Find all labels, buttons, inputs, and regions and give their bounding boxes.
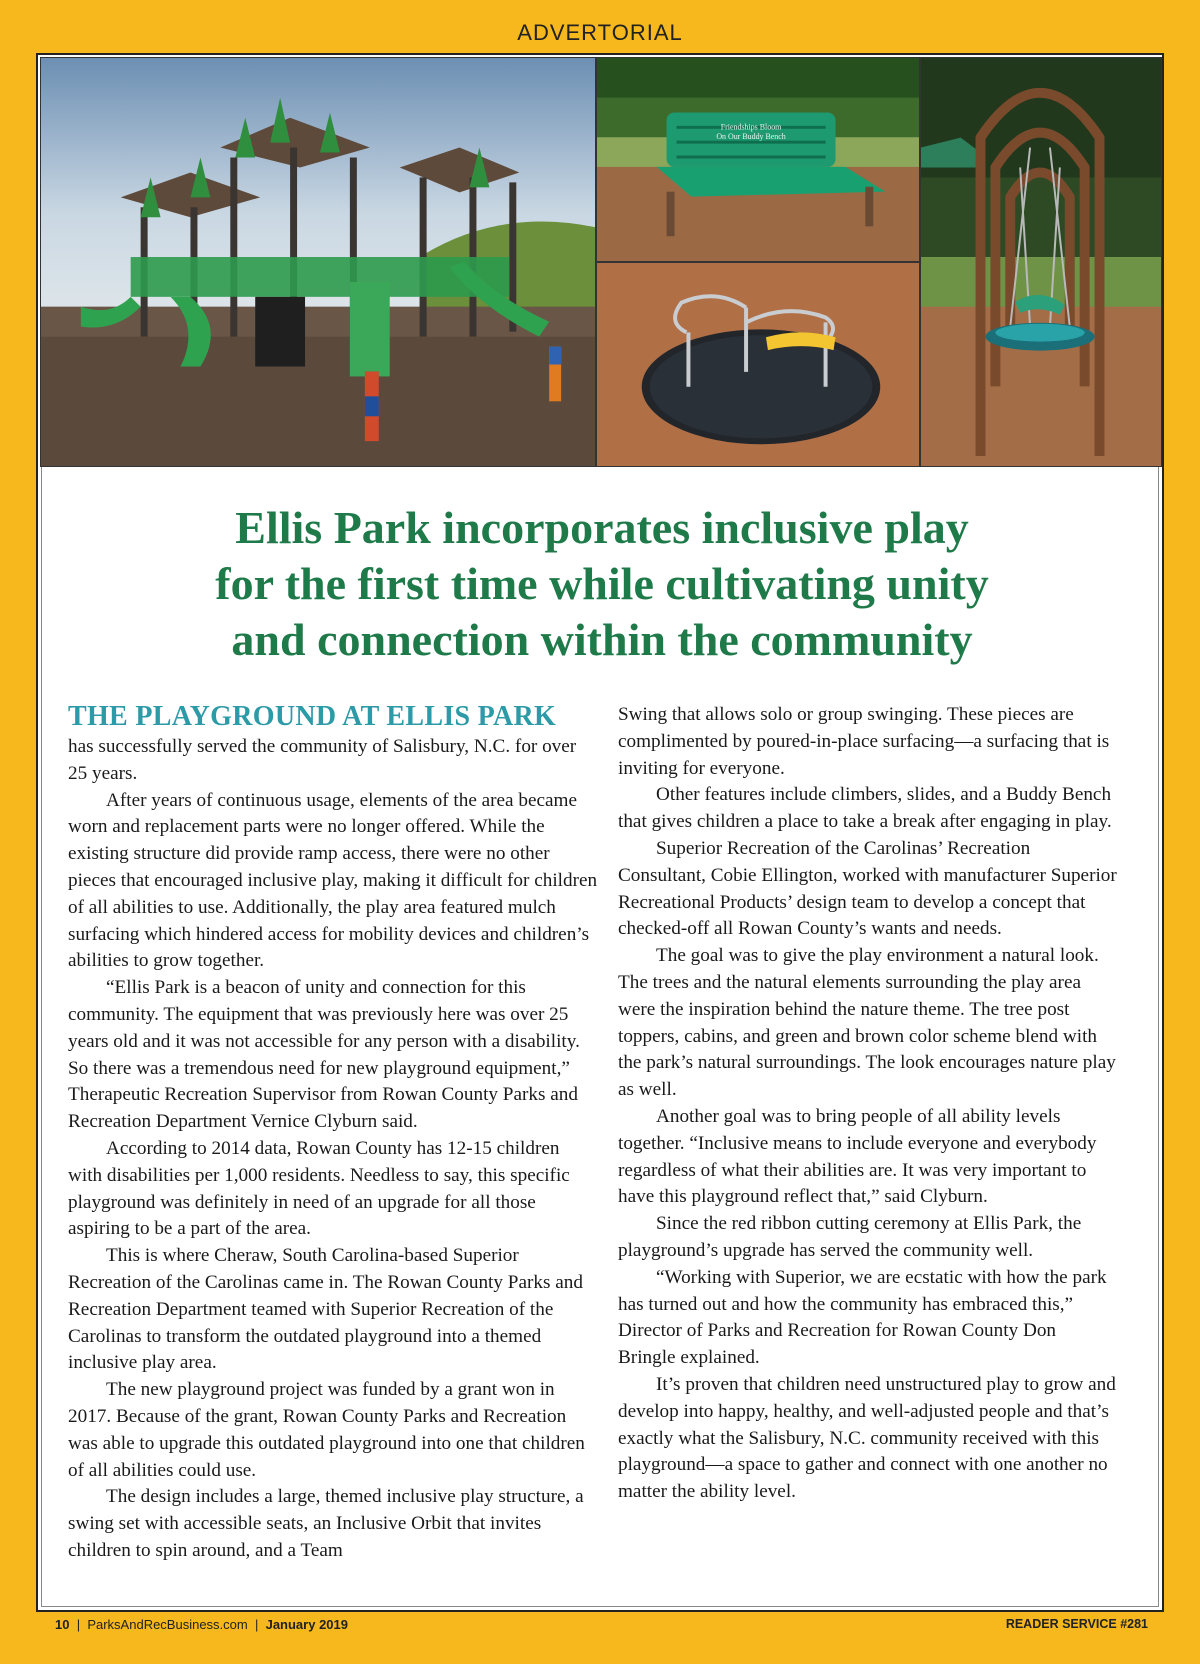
paragraph: Other features include climbers, slides, and a Buddy Bench that gives children a place to take a break after engaging in play. xyxy=(618,784,1112,833)
footer-separator: | xyxy=(254,1617,259,1632)
headline-line-3: and connection within the community xyxy=(231,614,973,665)
paragraph: Swing that allows solo or group swinging. These pieces are complimented by poured-in-place surfacing—a surfacing that is inviting for everyone. xyxy=(618,704,1110,779)
paragraph: Superior Recreation of the Carolinas’ Recreation Consultant, Cobie Ellington, worked with manufacturer Superior Recreational Products’ design team to develop a concept that checked-off all Rowan County’s wants and needs. xyxy=(618,837,1117,940)
paragraph: Another goal was to bring people of all ability levels together. “Inclusive means to include everyone and everybody regardless of what their abilities are. It was very important to have this playground reflect that,” said Clyburn. xyxy=(618,1105,1097,1208)
playground-photo xyxy=(40,57,596,467)
article-column-left xyxy=(68,700,598,1565)
article-column-right xyxy=(618,702,1118,1506)
paragraph: “Ellis Park is a beacon of unity and connection for this community. The equipment that was previously here was over 25 years old and it was not accessible for any person with a disability. So there was a tremendous need for new playground equipment,” Therapeutic Recreation Supervisor from Rowan County Parks and Recreation Department Vernice Clyburn said. xyxy=(68,977,580,1133)
footer-separator: | xyxy=(76,1617,81,1632)
bench-plaque-line1: Friendships Bloom xyxy=(720,122,782,132)
paragraph: “Working with Superior, we are ecstatic with how the park has turned out and how the community has embraced this,” Director of Parks and Recreation for Rowan County Don Bringle explained. xyxy=(618,1266,1107,1369)
page-footer xyxy=(55,1617,348,1632)
publication-website: ParksAndRecBusiness.com xyxy=(87,1617,248,1632)
issue-date: January 2019 xyxy=(265,1617,348,1632)
paragraph: The goal was to give the play environment a natural look. The trees and the natural elements surrounding the play area were the inspiration behind the nature theme. The tree post toppers, cabins, and green and brown color scheme blend with the park’s natural surroundings. The look encourages nature play as well. xyxy=(618,945,1116,1101)
reader-service-number: READER SERVICE #281 xyxy=(1005,1617,1148,1631)
paragraph: This is where Cheraw, South Carolina-based Superior Recreation of the Carolinas came in. The Rowan County Parks and Recreation Department teamed with Superior Recreation of the Carolinas to transform the outdated playground into a themed inclusive play area. xyxy=(68,1245,583,1374)
page-number: 10 xyxy=(55,1617,70,1632)
paragraph: According to 2014 data, Rowan County has 12-15 children with disabilities per 1,000 residents. Needless to say, this specific playground was definitely in need of an upgrade for all those aspiring to be a part of the area. xyxy=(68,1137,570,1240)
bench-plaque-line2: On Our Buddy Bench xyxy=(716,132,786,142)
buddy-bench-photo xyxy=(596,57,920,262)
photo-grid xyxy=(40,57,1162,467)
inclusive-orbit-photo xyxy=(596,262,920,467)
headline-line-1: Ellis Park incorporates inclusive play xyxy=(235,502,969,553)
headline-line-2: for the first time while cultivating unity xyxy=(215,558,989,609)
article-panel xyxy=(36,53,1164,1612)
paragraph: It’s proven that children need unstructured play to grow and develop into happy, healthy, and well-adjusted people and that’s exactly what the Salisbury, N.C. community received with this playground—a space to gather and connect with one another no matter the ability level. xyxy=(618,1373,1116,1503)
paragraph: The design includes a large, themed inclusive play structure, a swing set with accessible seats, an Inclusive Orbit that invites children to spin around, and a Team xyxy=(68,1486,584,1561)
paragraph: The new playground project was funded by a grant won in 2017. Because of the grant, Rowan County Parks and Recreation was able to upgrade this outdated playground into one that children of all abilities could use. xyxy=(68,1379,585,1481)
paragraph: has successfully served the community of Salisbury, N.C. for over 25 years. xyxy=(68,736,577,784)
paragraph: After years of continuous usage, elements of the area became worn and replacement parts were no longer offered. While the existing structure did provide ramp access, there were no other pieces that encouraged inclusive play, making it difficult for children of all abilities to use. Additionally, the play area featured mulch surfacing which hindered access for mobility devices and children’s abilities to grow together. xyxy=(68,789,598,972)
team-swing-photo xyxy=(920,57,1162,467)
paragraph: Since the red ribbon cutting ceremony at Ellis Park, the playground’s upgrade has served the community well. xyxy=(618,1213,1082,1261)
article-headline xyxy=(78,500,1126,668)
section-label: ADVERTORIAL xyxy=(517,20,683,45)
article-kicker: THE PLAYGROUND AT ELLIS PARK xyxy=(68,701,557,732)
